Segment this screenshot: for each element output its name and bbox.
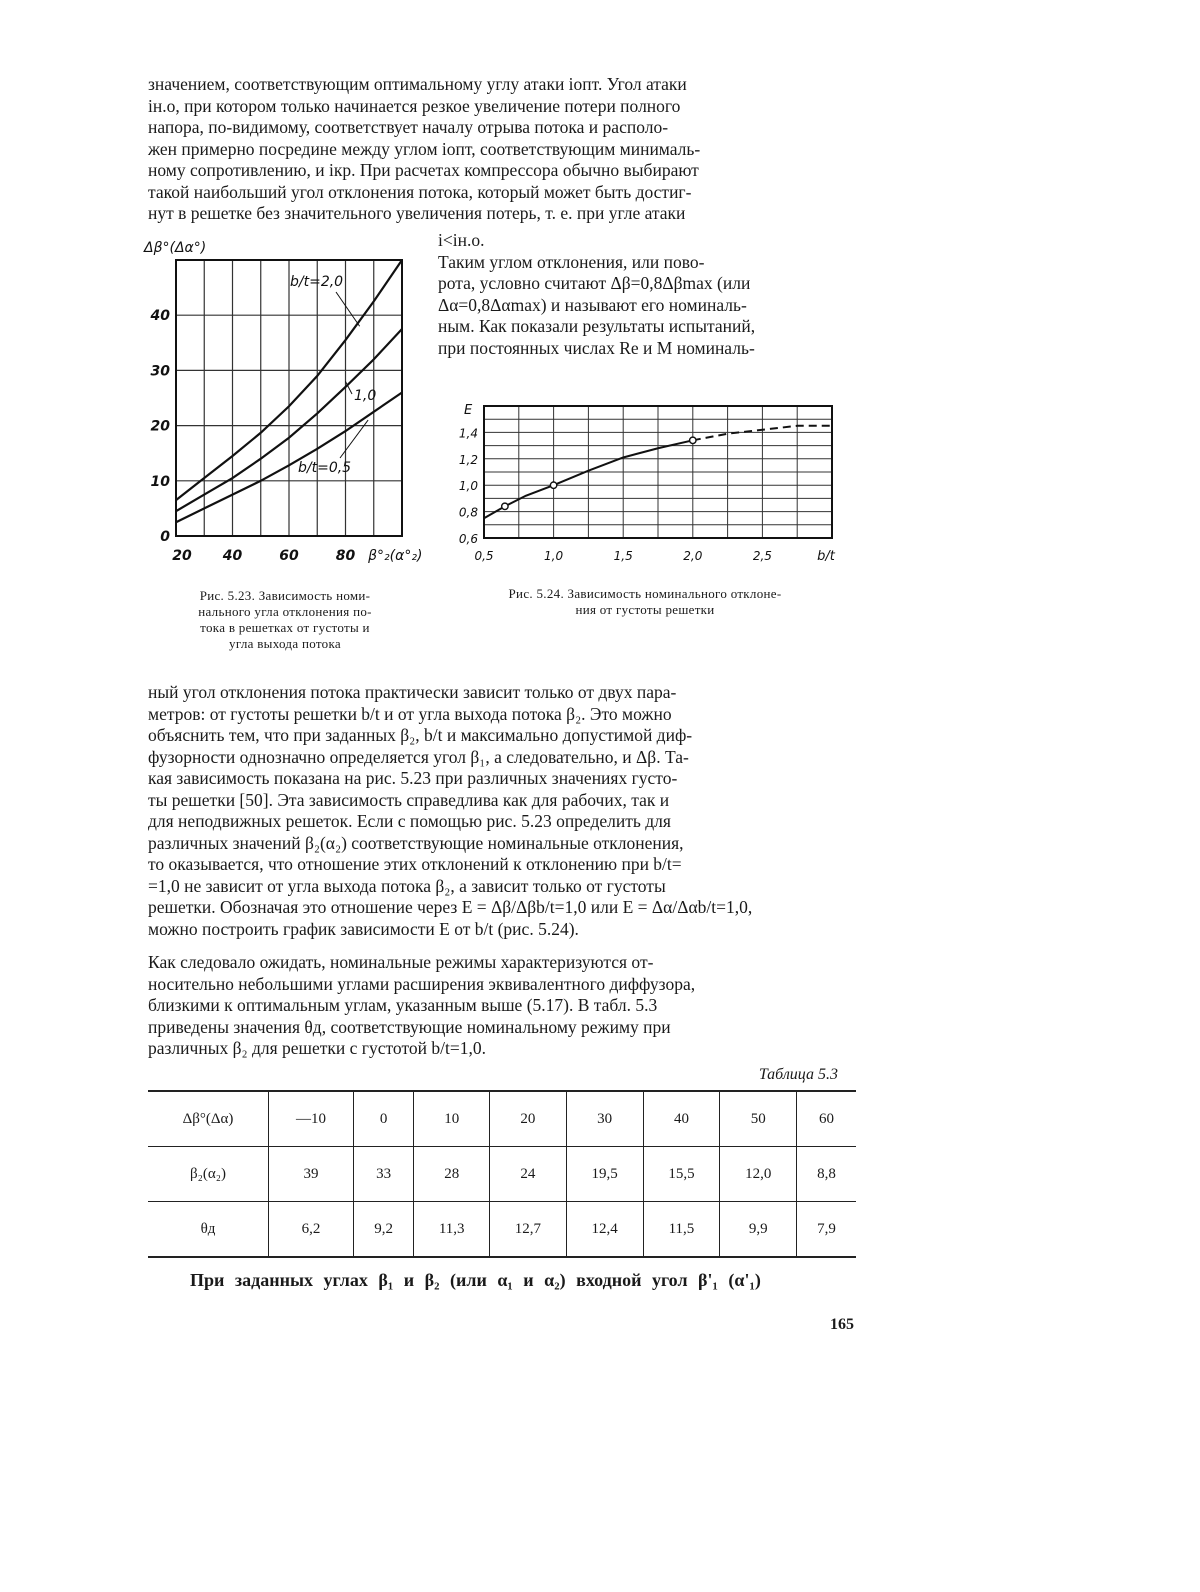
table-cell: 6,2: [269, 1202, 354, 1258]
table-cell: 50: [720, 1091, 797, 1147]
series-label: 1,0: [354, 388, 377, 404]
table-row-header: β₂(α₂): [148, 1147, 269, 1202]
y-tick-label: 0: [160, 529, 170, 545]
table-cell: 9,2: [353, 1202, 413, 1258]
table-cell: 11,5: [643, 1202, 720, 1258]
table-cell: 0: [353, 1091, 413, 1147]
table-cell: 40: [643, 1091, 720, 1147]
caption-fig-5-23: Рис. 5.23. Зависимость номи- нального угла отклонения по- тока в решетках от густоты и угла выхода потока: [198, 588, 372, 651]
table-cell: 12,4: [566, 1202, 643, 1258]
chart-5-24: [440, 392, 850, 572]
series-label: b/t=0,5: [298, 460, 352, 476]
series-label: b/t=2,0: [290, 274, 344, 290]
table-cell: 7,9: [797, 1202, 856, 1258]
table-cell: 19,5: [566, 1147, 643, 1202]
table-cell: 8,8: [797, 1147, 856, 1202]
table-title: Таблица 5.3: [758, 1066, 838, 1083]
table-cell: 20: [489, 1091, 566, 1147]
table-cell: 24: [489, 1147, 566, 1202]
paragraph-top: значением, соответствующим оптимальному углу атаки iопт. Угол атаки iн.о, при котором только начинается резкое увеличение потери полного напора, по-видимому, соответствует началу отрыва потока и располо- жен примерно посредине между углом iопт, соответствующим минималь- ному сопротивлению, и iкр. При расчетах компрессора обычно выбирают такой наибольший угол отклонения потока, который может быть достиг- нут в решетке без значительного увеличения потерь, т. е. при угле атаки: [148, 74, 701, 223]
y-tick-label: 0,8: [458, 505, 478, 520]
x-tick-label: 20: [172, 548, 192, 564]
data-point: [550, 482, 556, 488]
y-tick-label: 0,6: [458, 532, 478, 546]
table-row-header: Δβ°(Δα): [148, 1091, 269, 1147]
x-tick-label: 2,0: [683, 549, 703, 563]
x-axis-label: b/t: [817, 549, 835, 564]
table-row: [148, 1147, 856, 1202]
y-tick-label: 30: [150, 363, 170, 380]
table-cell: 15,5: [643, 1147, 720, 1202]
y-axis-label: Δβ°(Δα°): [144, 240, 207, 256]
table-cell: 30: [566, 1091, 643, 1147]
figure-5-23: [140, 236, 430, 576]
chart-5-23: [140, 236, 430, 576]
page-number: 165: [830, 1316, 854, 1333]
y-tick-label: 1,4: [458, 426, 478, 441]
y-tick-label: 1,2: [458, 452, 478, 467]
x-tick-label: 2,5: [752, 549, 772, 563]
table-cell: 33: [353, 1147, 413, 1202]
table-5-3: [148, 1090, 856, 1258]
table-cell: 10: [414, 1091, 490, 1147]
x-tick-label: 40: [222, 548, 243, 564]
table-cell: 39: [269, 1147, 354, 1202]
x-tick-label: 60: [279, 548, 299, 564]
table-row: [148, 1202, 856, 1258]
table-cell: 11,3: [414, 1202, 490, 1258]
y-tick-label: 10: [150, 473, 170, 490]
y-tick-label: 20: [150, 418, 170, 435]
data-point: [502, 503, 508, 509]
paragraph-lower: Как следовало ожидать, номинальные режимы характеризуются от- носительно небольшими углами расширения эквивалентного диффузора, близкими к оптимальным углам, указанным выше (5.17). В табл. 5.3 приведены значения θд, соответствующие номинальному режиму при различных β₂ для решетки с густотой b/t=1,0.: [148, 952, 696, 1058]
y-tick-label: 1,0: [458, 479, 478, 494]
table-cell: 60: [797, 1091, 856, 1147]
caption-fig-5-24: Рис. 5.24. Зависимость номинального отклоне- ния от густоты решетки: [508, 586, 782, 617]
table-row: [148, 1091, 856, 1147]
table-cell: 9,9: [720, 1202, 797, 1258]
x-tick-label: 0,5: [474, 549, 494, 563]
figure-5-24: [440, 392, 850, 572]
y-tick-label: 40: [150, 308, 170, 325]
x-axis-label: β°₂(α°₂): [368, 548, 423, 564]
paragraph-middle: ный угол отклонения потока практически зависит только от двух пара- метров: от густоты решетки b/t и от угла выхода потока β₂. Это можно объяснить тем, что при заданных β₂, b/t и максимально допустимой диф- фузорности однозначно определяется угол β₁, а следовательно, и Δβ. Та- кая зависимость показана на рис. 5.23 при различных значениях густо- ты решетки [50]. Эта зависимость справедлива как для рабочих, так и для неподвижных решеток. Если с помощью рис. 5.23 определить для различных значений β₂(α₂) соответствующие номинальные отклонения, то оказывается, что отношение этих отклонений к отклонению при b/t= =1,0 не зависит от угла выхода потока β₂, а зависит только от густоты решетки. Обозначая это отношение через E = Δβ/Δβb/t=1,0 или E = Δα/Δαb/t=1,0, можно построить график зависимости E от b/t (рис. 5.24).: [148, 682, 753, 939]
paragraph-side: i<iн.о. Таким углом отклонения, или пово- рота, условно считают Δβ=0,8Δβmax (или Δα=0,8Δαmax) и называют его номиналь- ным. Как показали результаты испытаний, при постоянных числах Re и M номиналь-: [438, 230, 756, 358]
table-cell: 12,0: [720, 1147, 797, 1202]
data-point: [690, 437, 696, 443]
table-cell: 28: [414, 1147, 490, 1202]
table-cell: —10: [269, 1091, 354, 1147]
table-row-header: θд: [200, 1220, 216, 1237]
paragraph-last: При заданных углах β₁ и β₂ (или α₁ и α₂) входной угол β'₁ (α'₁): [190, 1270, 761, 1290]
x-tick-label: 80: [335, 548, 356, 564]
x-tick-label: 1,0: [544, 549, 564, 563]
series-label-leader: [336, 292, 360, 326]
x-tick-label: 1,5: [613, 549, 633, 563]
table-cell: 12,7: [489, 1202, 566, 1258]
y-axis-label: E: [464, 403, 473, 418]
